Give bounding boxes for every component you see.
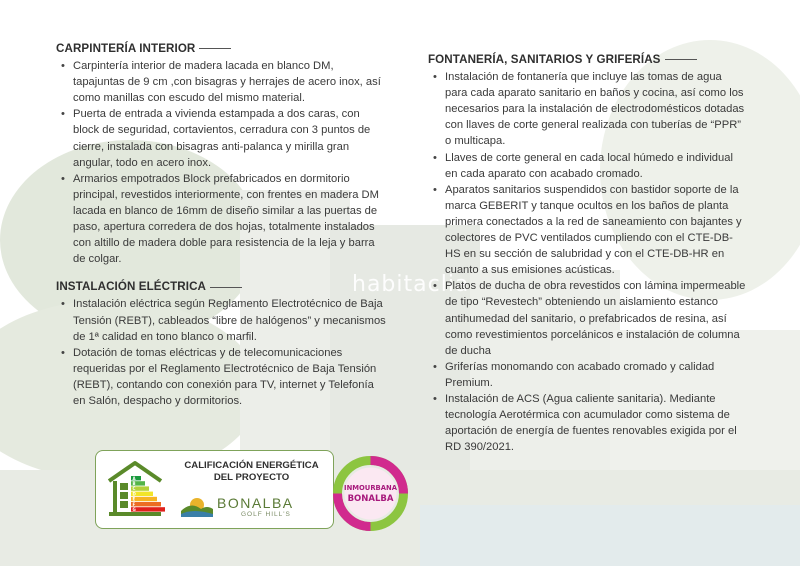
list-item: • Dotación de tomas eléctricas y de telecomunicaciones requeridas por el Reglamento Electrotécnico de Baja Tensión (REBT), contando con conexión para TV, internet y Telefonía en Salón, despacho y dormitorios. [73,345,386,409]
section-title-text: CARPINTERÍA INTERIOR [56,42,196,55]
list-item: • Carpintería interior de madera lacada en blanco DM, tapajuntas de 9 cm ,con bisagras y herrajes de acero inox, así como manillas con escudo del mismo material. [73,58,386,106]
inmourbana-seal [333,456,408,531]
bullet-list [56,296,386,409]
energy-label-e: E [132,496,136,502]
bullet-list [428,69,746,455]
list-item: • Instalación de fontanería que incluye las tomas de agua para cada aparato sanitario en baños y cocina, así como los necesarios para la instalación de electrodomésticos dotadas con llaves de corte general realizada con tuberías de “PPR” o multicapa. [445,69,746,149]
energy-house-icon [105,459,165,519]
bonalba-logo [181,493,321,521]
section-title-text: INSTALACIÓN ELÉCTRICA [56,280,207,294]
section-title [56,279,386,295]
section-electrica [56,279,386,409]
sun-hills-icon [181,495,213,517]
watermark: habitaclia [352,272,470,297]
energy-title-line1: CALIFICACIÓN ENERGÉTICA [184,460,319,471]
section-title [56,41,386,57]
right-column [428,52,746,455]
brand-name: BONALBA [217,495,294,511]
list-item: • Griferías monomando con acabado cromado y calidad Premium. [445,359,746,391]
list-item: • Instalación de ACS (Agua caliente sanitaria). Mediante tecnología Aerotérmica con acumulador como sistema de aportación de energía de fuentes renovables exigida por el RD 390/2021. [445,391,746,455]
energy-title [179,460,324,484]
section-title [428,52,746,68]
list-item: • Platos de ducha de obra revestidos con lámina impermeable de tipo “Revestech” obteniendo un aislamiento estanco antihumedad del sanitario, o prefabricados de resina, así como revestimientos porcelánicos e instalación de columna de ducha [445,278,746,358]
energy-label-d: D [132,491,136,497]
list-item: • Puerta de entrada a vivienda estampada a dos caras, con block de seguridad, cortavientos, cerradura con 3 puntos de cierre, instalada con bisagras anti-palanca y mirilla gran angular, todo en acero inox. [73,106,386,170]
list-item: • Armarios empotrados Block prefabricados en dormitorio principal, revestidos interiormente, con frentes en madera DM lacada en blanco de 16mm de diseño similar a las puertas de paso, apertura corredera de dos hojas, totalmente instalados con altillo de madera doble para resistencia de la leja y barra de colgar. [73,171,386,268]
left-column [56,41,386,409]
energy-label-f: F [132,501,136,507]
list-item: • Instalación eléctrica según Reglamento Electrotécnico de Baja Tensión (REBT), cableados “libre de halógenos” y mecanismos de 1ª calidad en tono blanco o marfil. [73,296,386,344]
energy-label-b: B [132,481,136,486]
energy-bar-f [131,502,161,506]
section-carpinteria [56,41,386,267]
bullet-list [56,58,386,267]
energy-label-g: G [132,507,136,512]
section-title-text: FONTANERÍA, SANITARIOS Y GRIFERÍAS [428,53,661,66]
brand-subtitle: GOLF HILL'S [241,511,291,518]
energy-bar-g [131,507,165,511]
list-item: • Llaves de corte general en cada local húmedo e individual en cada aparato con acabado cromado. [445,150,746,182]
energy-label-a: A [132,475,136,481]
energy-rating-card [95,450,334,529]
energy-label-c: C [132,486,136,492]
seal-line2: BONALBA [347,494,394,504]
list-item: • Aparatos sanitarios suspendidos con bastidor soporte de la marca GEBERIT y tanque ocultos en los baños de planta primera conectados a la red de saneamiento con bajantes y colectores de PVC ventilados cumpliendo con el CTE-DB-HS en su sección de salubridad y con el CTE-DB-HR en cuanto a sus emisiones acústicas. [445,182,746,279]
energy-title-line2: DEL PROYECTO [213,472,290,483]
seal-line1: INMOURBANA [344,484,397,492]
section-fontaneria [428,52,746,455]
